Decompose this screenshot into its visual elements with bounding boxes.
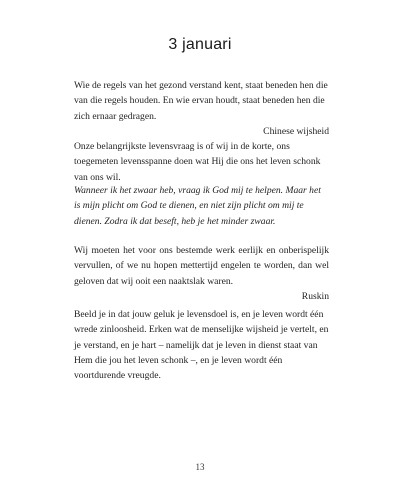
entry-5: [74, 307, 329, 383]
entry-1-text: Wie de regels van het gezond verstand kent, staat beneden hen die van die regels houden. En wie ervan houdt, staat beneden hen die zich ernaar gedragen.: [74, 80, 328, 122]
entry-1-attribution: Chinese wijsheid: [263, 125, 329, 137]
entry-5-text: Beeld je in dat jouw geluk je levensdoel is, en je leven wordt één wrede zinloosheid. Erken wat de menselijke wijsheid je vertelt, en je verstand, en je hart – namelijk dat je leven in dienst staat van Hem die jou het leven schonk –, en je leven wordt één voortdurende vreugde.: [74, 309, 329, 382]
entry-2-text: Onze belangrijkste levensvraag is of wij in de korte, ons toegemeten levensspanne doen wat Hij die ons het leven schonk van ons wil.: [74, 141, 321, 183]
entry-4: [74, 243, 329, 304]
entry-1: [74, 78, 329, 139]
date-heading: 3 januari: [168, 36, 232, 53]
entry-3-text: Wanneer ik het zwaar heb, vraag ik God mij te helpen. Maar het is mijn plicht om God te dienen, en niet zijn plicht om mij te dienen. Zodra ik dat beseft, heb je het minder zwaar.: [74, 185, 321, 227]
entry-3: [74, 183, 329, 229]
entry-4-attribution: Ruskin: [301, 290, 329, 302]
entry-2: [74, 139, 329, 185]
page-number: 13: [195, 462, 205, 472]
entry-4-text: Wij moeten het voor ons bestemde werk eerlijk en onberispelijk vervullen, of we nu hopen mettertijd engelen te worden, dan wel geloven dat wij ooit een naaktslak waren.: [74, 245, 329, 287]
